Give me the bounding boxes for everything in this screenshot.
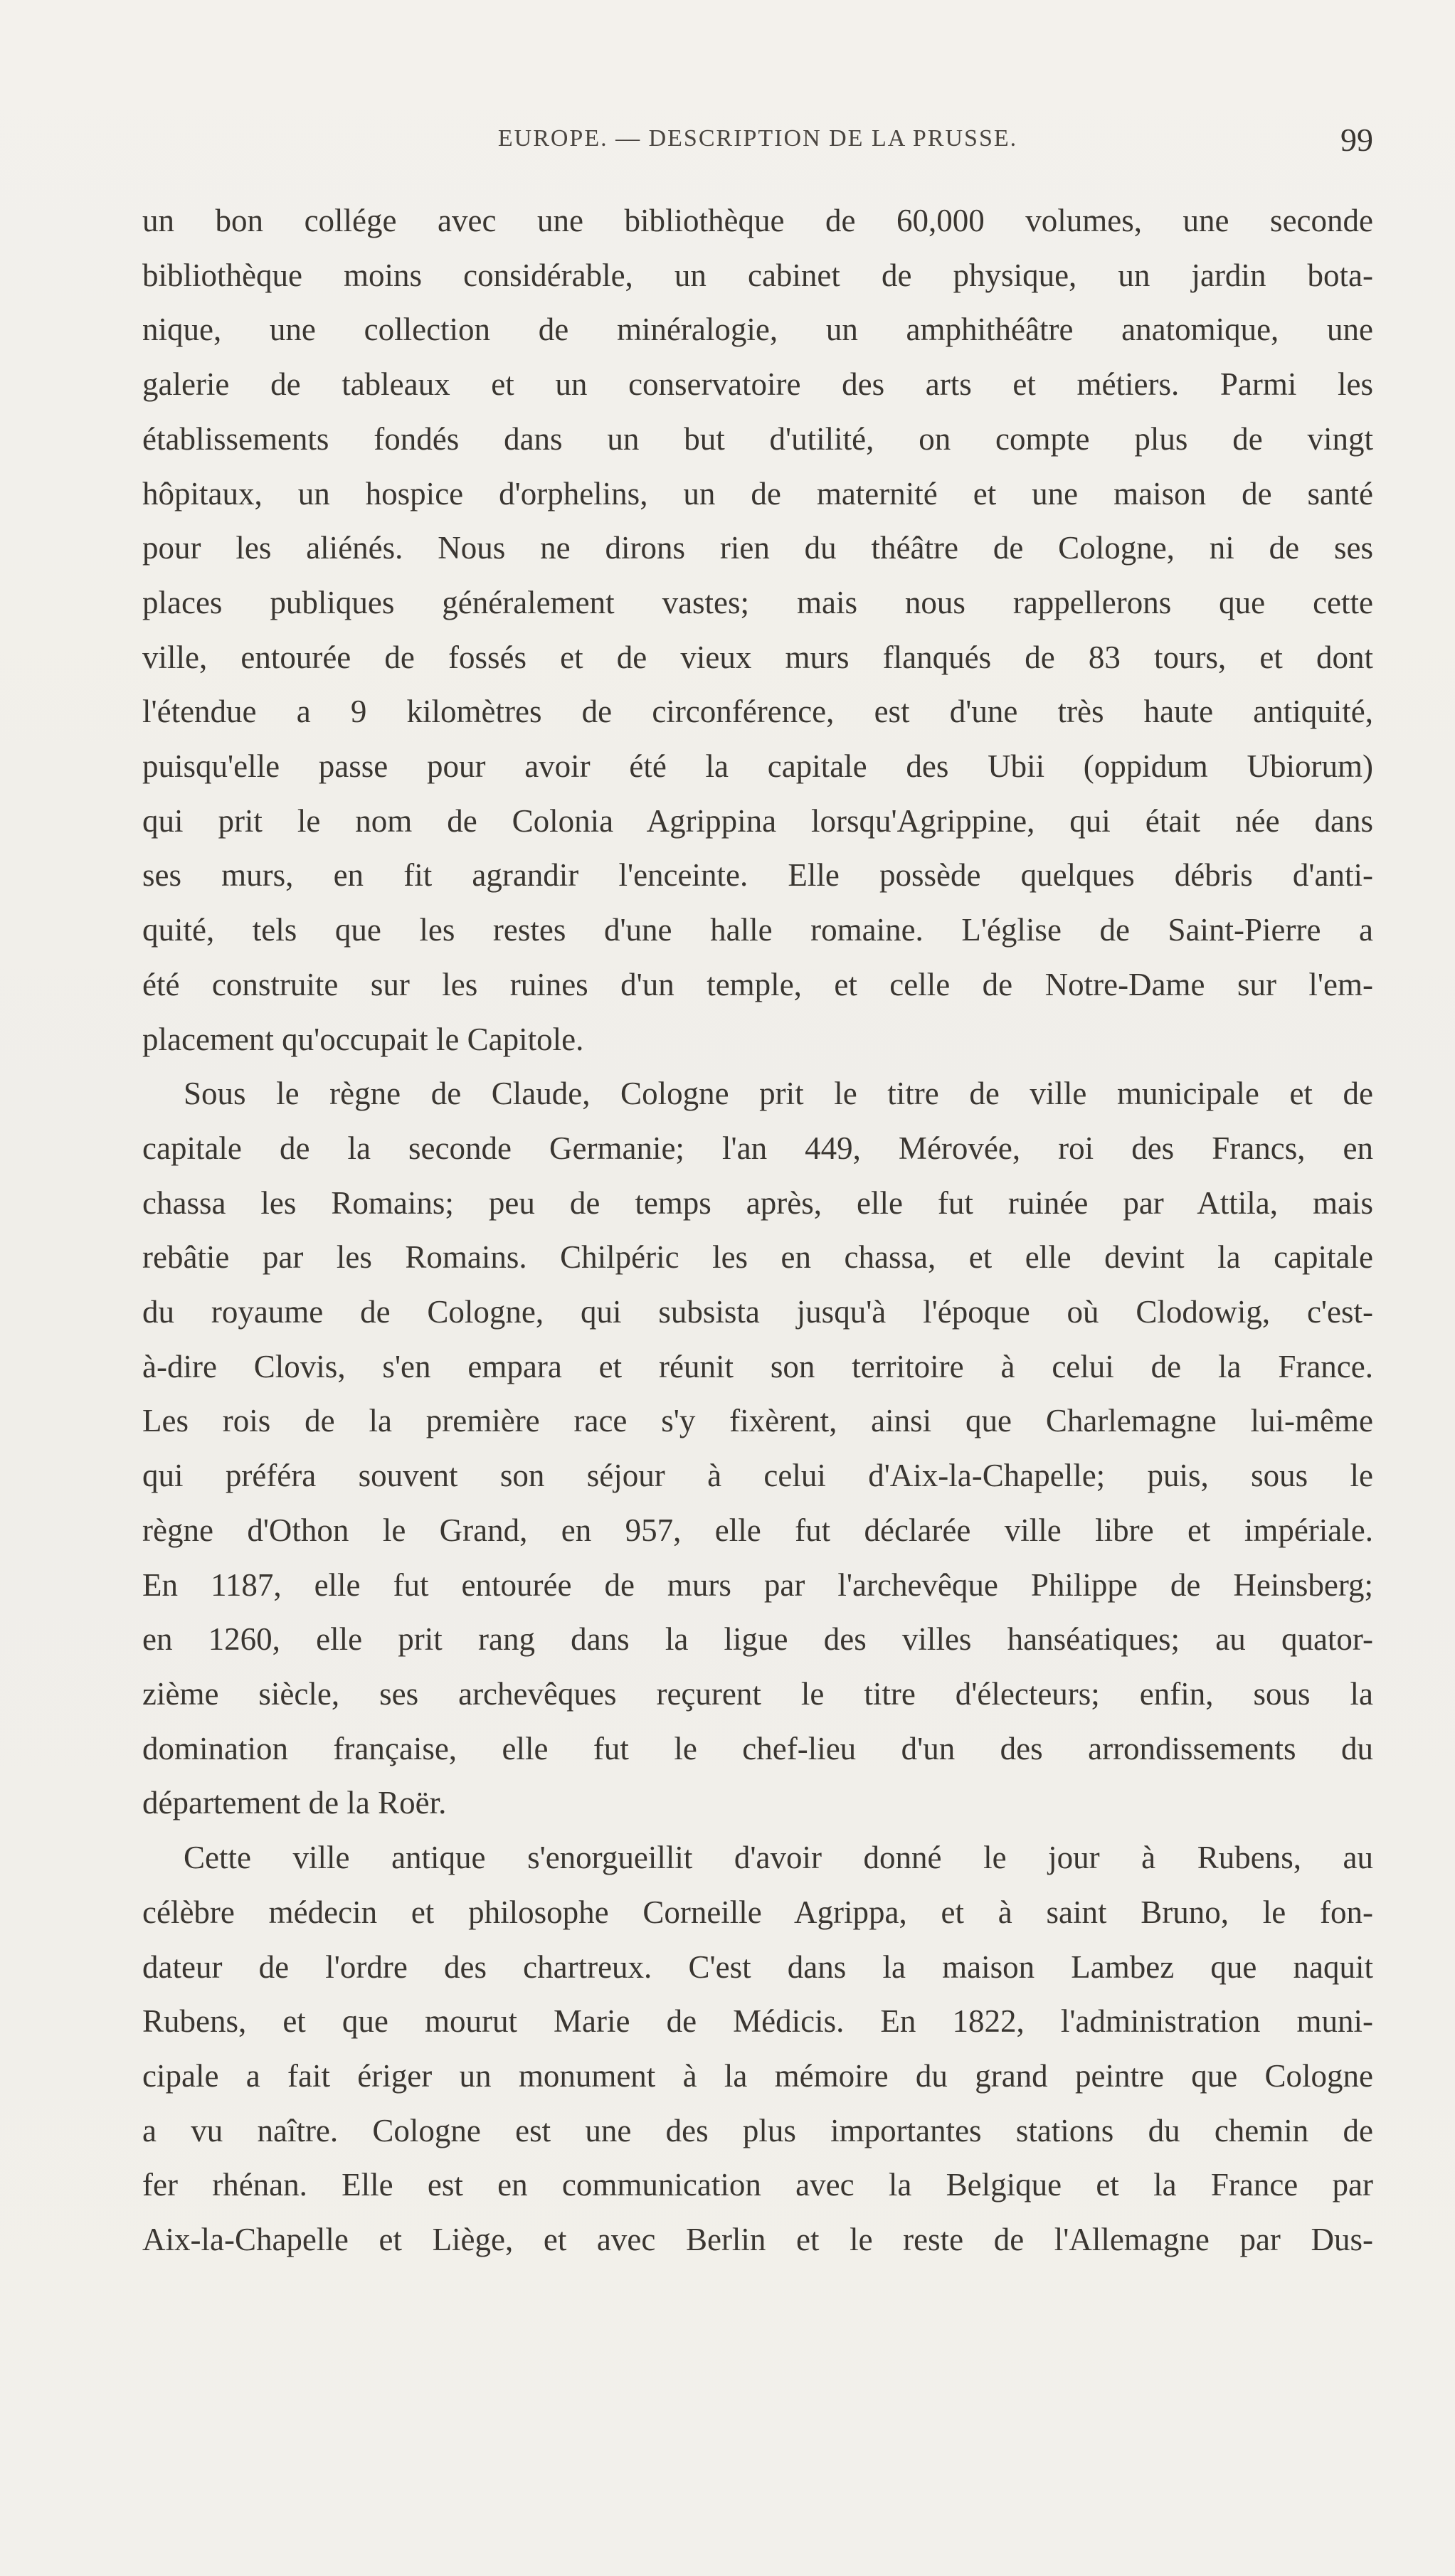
text-line: bibliothèque moins considérable, un cabinet de physique, un jardin bota- bbox=[142, 257, 1373, 293]
text-line: pour les aliénés. Nous ne dirons rien du théâtre de Cologne, ni de ses bbox=[142, 530, 1373, 566]
text-line: nique, une collection de minéralogie, un amphithéâtre anatomique, une bbox=[142, 312, 1373, 348]
text-line: Aix-la-Chapelle et Liège, et avec Berlin et le reste de l'Allemagne par Dus- bbox=[142, 2222, 1373, 2258]
text-line: ses murs, en fit agrandir l'enceinte. Elle possède quelques débris d'anti- bbox=[142, 857, 1373, 894]
text-line: règne d'Othon le Grand, en 957, elle fut déclarée ville libre et impériale. bbox=[142, 1512, 1373, 1548]
text-line: puisqu'elle passe pour avoir été la capitale des Ubii (oppidum Ubiorum) bbox=[142, 748, 1373, 785]
text-line: Les rois de la première race s'y fixèrent, ainsi que Charlemagne lui-même bbox=[142, 1403, 1373, 1439]
text-line: a vu naître. Cologne est une des plus importantes stations du chemin de bbox=[142, 2112, 1373, 2148]
text-line: en 1260, elle prit rang dans la ligue des villes hanséatiques; au quator- bbox=[142, 1621, 1373, 1658]
text-line: fer rhénan. Elle est en communication avec la Belgique et la France par bbox=[142, 2167, 1373, 2203]
text-line: un bon collége avec une bibliothèque de 60,000 volumes, une seconde bbox=[142, 203, 1373, 238]
text-line: galerie de tableaux et un conservatoire des arts et métiers. Parmi les bbox=[142, 366, 1373, 403]
text-line: Rubens, et que mourut Marie de Médicis. En 1822, l'administration muni- bbox=[142, 2003, 1373, 2040]
text-line: cipale a fait ériger un monument à la mémoire du grand peintre que Cologne bbox=[142, 2057, 1373, 2094]
text-line: En 1187, elle fut entourée de murs par l'archevêque Philippe de Heinsberg; bbox=[142, 1567, 1373, 1603]
text-line: l'étendue a 9 kilomètres de circonférence, est d'une très haute antiquité, bbox=[142, 694, 1373, 730]
text-line: Sous le règne de Claude, Cologne prit le titre de ville municipale et de bbox=[184, 1076, 1373, 1112]
page-number: 99 bbox=[1340, 122, 1373, 158]
text-line: qui préféra souvent son séjour à celui d'Aix-la-Chapelle; puis, sous le bbox=[142, 1458, 1373, 1494]
text-line: à-dire Clovis, s'en empara et réunit son territoire à celui de la France. bbox=[142, 1348, 1373, 1384]
body-text bbox=[142, 194, 1373, 2267]
text-line: qui prit le nom de Colonia Agrippina lorsqu'Agrippine, qui était née dans bbox=[142, 802, 1373, 839]
text-line: dateur de l'ordre des chartreux. C'est dans la maison Lambez que naquit bbox=[142, 1949, 1373, 1985]
text-line: du royaume de Cologne, qui subsista jusqu'à l'époque où Clodowig, c'est- bbox=[142, 1294, 1373, 1330]
text-line: chassa les Romains; peu de temps après, elle fut ruinée par Attila, mais bbox=[142, 1184, 1373, 1221]
text-line: places publiques généralement vastes; mais nous rappellerons que cette bbox=[142, 584, 1373, 620]
page-header bbox=[142, 122, 1373, 168]
text-line: établissements fondés dans un but d'utilité, on compte plus de vingt bbox=[142, 420, 1373, 457]
text-line: hôpitaux, un hospice d'orphelins, un de maternité et une maison de santé bbox=[142, 475, 1373, 512]
text-line: Cette ville antique s'enorgueillit d'avoir donné le jour à Rubens, au bbox=[184, 1840, 1373, 1876]
running-title: EUROPE. — DESCRIPTION DE LA PRUSSE. bbox=[497, 125, 1018, 152]
text-line: domination française, elle fut le chef-lieu d'un des arrondissements du bbox=[142, 1730, 1373, 1766]
text-line: zième siècle, ses archevêques reçurent le titre d'électeurs; enfin, sous la bbox=[142, 1675, 1373, 1712]
text-line: placement qu'occupait le Capitole. bbox=[142, 1021, 584, 1057]
text-line: rebâtie par les Romains. Chilpéric les en chassa, et elle devint la capitale bbox=[142, 1239, 1373, 1276]
text-line: département de la Roër. bbox=[142, 1785, 447, 1821]
text-line: célèbre médecin et philosophe Corneille Agrippa, et à saint Bruno, le fon- bbox=[142, 1894, 1373, 1930]
text-line: quité, tels que les restes d'une halle romaine. L'église de Saint-Pierre a bbox=[142, 912, 1373, 948]
text-line: ville, entourée de fossés et de vieux murs flanqués de 83 tours, et dont bbox=[142, 639, 1373, 675]
text-line: été construite sur les ruines d'un temple, et celle de Notre-Dame sur l'em- bbox=[142, 966, 1373, 1002]
text-line: capitale de la seconde Germanie; l'an 449, Mérovée, roi des Francs, en bbox=[142, 1130, 1373, 1166]
